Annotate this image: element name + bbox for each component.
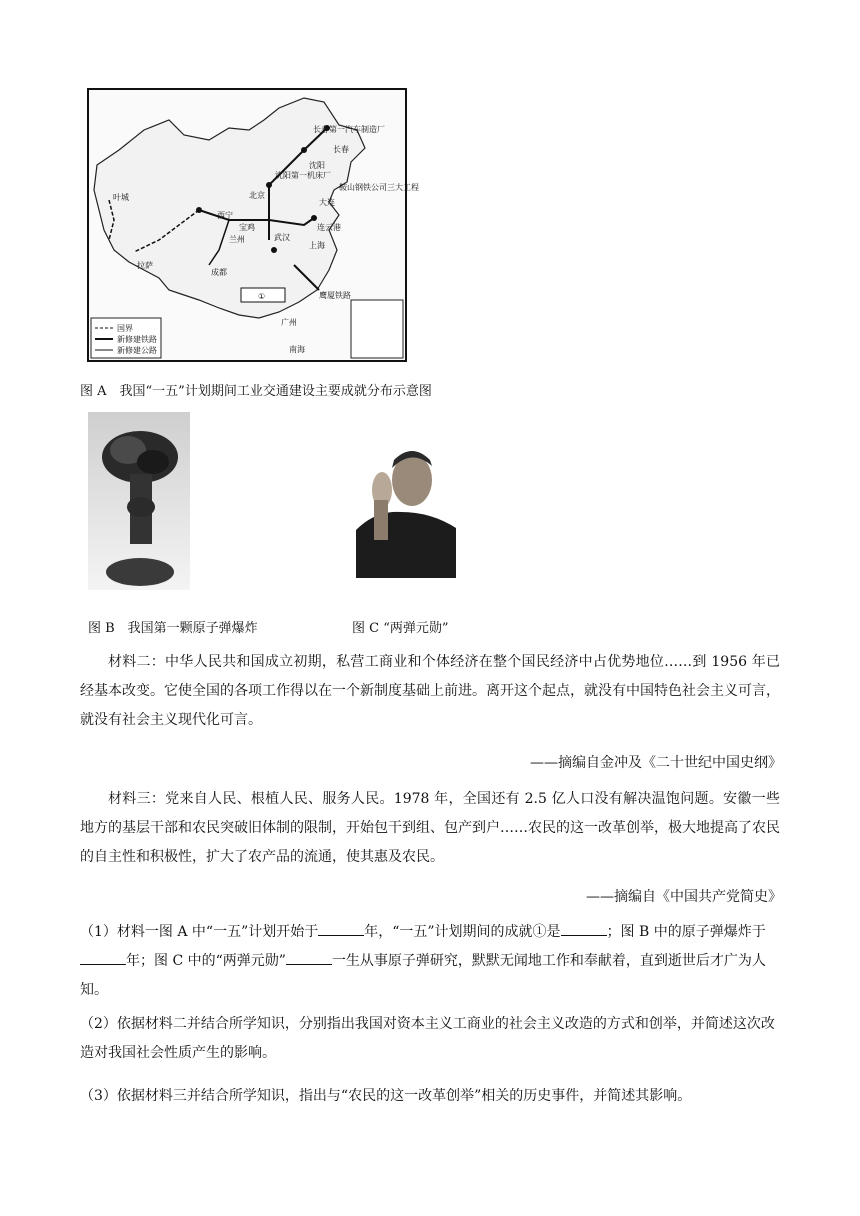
label-guangzhou: 广州	[281, 318, 297, 327]
city-dot	[271, 247, 277, 253]
material-2-source: ——摘编自金冲及《二十世纪中国史纲》	[530, 755, 782, 771]
question-2: （2）依据材料二并结合所学知识，分别指出我国对资本主义工商业的社会主义改造的方式和创举，并简述这次改造对我国社会性质产生的影响。	[80, 1016, 775, 1061]
label-yecheng: 叶城	[113, 193, 129, 202]
answer-blank-4[interactable]	[286, 952, 332, 965]
answer-blank-2[interactable]	[561, 923, 607, 936]
label-wuhan: 武汉	[274, 233, 290, 242]
label-lanzhou: 兰州	[229, 235, 245, 244]
city-dot	[266, 182, 272, 188]
label-xining: 西宁	[217, 211, 233, 220]
question-1-part-b: 年，“一五”计划期间的成就①是	[364, 924, 561, 940]
label-achievement: ①	[258, 292, 266, 301]
city-dot	[301, 147, 307, 153]
legend-label-railway: 新修建铁路	[117, 335, 157, 344]
label-changchun: 长春	[333, 145, 349, 154]
label-changchun-car: 长春第一汽车制造厂	[313, 125, 385, 134]
material-2-text: 材料二：中华人民共和国成立初期，私营工商业和个体经济在整个国民经济中占优势地位……到 1956 年已经基本改变。它使全国的各项工作得以在一个新制度基础上前进。离开这个起点，就没有中国特色社会主义可言，就没有社会主义现代化可言。	[80, 654, 780, 728]
label-dalian: 大连	[319, 198, 335, 207]
label-chengdu: 成都	[211, 268, 227, 277]
question-1-part-d: 年；图 C 中的“两弹元勋”	[126, 953, 286, 969]
china-map-drawing	[89, 90, 419, 360]
photo-c-caption: 图 C “两弹元勋”	[352, 621, 449, 636]
label-nanhai: 南海	[289, 345, 305, 354]
label-yingxia: 鹰厦铁路	[319, 291, 351, 300]
city-dot	[311, 215, 317, 221]
material-3-text: 材料三：党来自人民、根植人民、服务人民。1978 年，全国还有 2.5 亿人口没有解决温饱问题。安徽一些地方的基层干部和农民突破旧体制的限制，开始包干到组、包产到户……农民的这一改革创举，极大地提高了农民的自主性和积极性，扩大了农产品的流通，使其惠及农民。	[80, 791, 780, 865]
atomic-bomb-photo	[88, 412, 190, 590]
label-beijing: 北京	[249, 191, 265, 200]
label-shanghai: 上海	[309, 241, 325, 250]
scientist-drawing	[356, 440, 456, 578]
map-caption: 图 A 我国“一五”计划期间工业交通建设主要成就分布示意图	[80, 384, 432, 399]
answer-blank-1[interactable]	[318, 923, 364, 936]
label-lhasa: 拉萨	[137, 261, 153, 270]
city-dot	[196, 207, 202, 213]
question-1-part-c: ；图 B 中的原子弹爆炸于	[606, 924, 766, 940]
answer-blank-3[interactable]	[80, 952, 126, 965]
photo-b-caption: 图 B 我国第一颗原子弹爆炸	[88, 621, 258, 636]
label-lianyungang: 连云港	[317, 223, 341, 232]
question-1-part-a: （1）材料一图 A 中“一五”计划开始于	[80, 924, 319, 940]
question-1-part-e: 一生从事原子弹研究，默默无闻地工作和奉献着，直到逝世后才广为人知。	[80, 953, 766, 998]
material-3-source: ——摘编自《中国共产党简史》	[586, 889, 782, 905]
question-1	[80, 918, 782, 1005]
mushroom-cloud-drawing	[88, 412, 190, 590]
legend-label-highway: 新修建公路	[117, 346, 157, 355]
question-3: （3）依据材料三并结合所学知识，指出与“农民的这一改革创举”相关的历史事件，并简述其影响。	[80, 1088, 692, 1104]
map-figure-a	[87, 88, 419, 362]
scientist-photo	[356, 440, 456, 578]
label-shenyang: 沈阳	[309, 161, 325, 170]
south-sea-inset	[351, 300, 403, 358]
label-shenyang-machine: 沈阳第一机床厂	[275, 171, 331, 180]
label-baoji: 宝鸡	[239, 223, 255, 232]
legend-label-border: 国界	[117, 324, 133, 333]
label-anshan: 鞍山钢铁公司三大工程	[339, 183, 419, 192]
